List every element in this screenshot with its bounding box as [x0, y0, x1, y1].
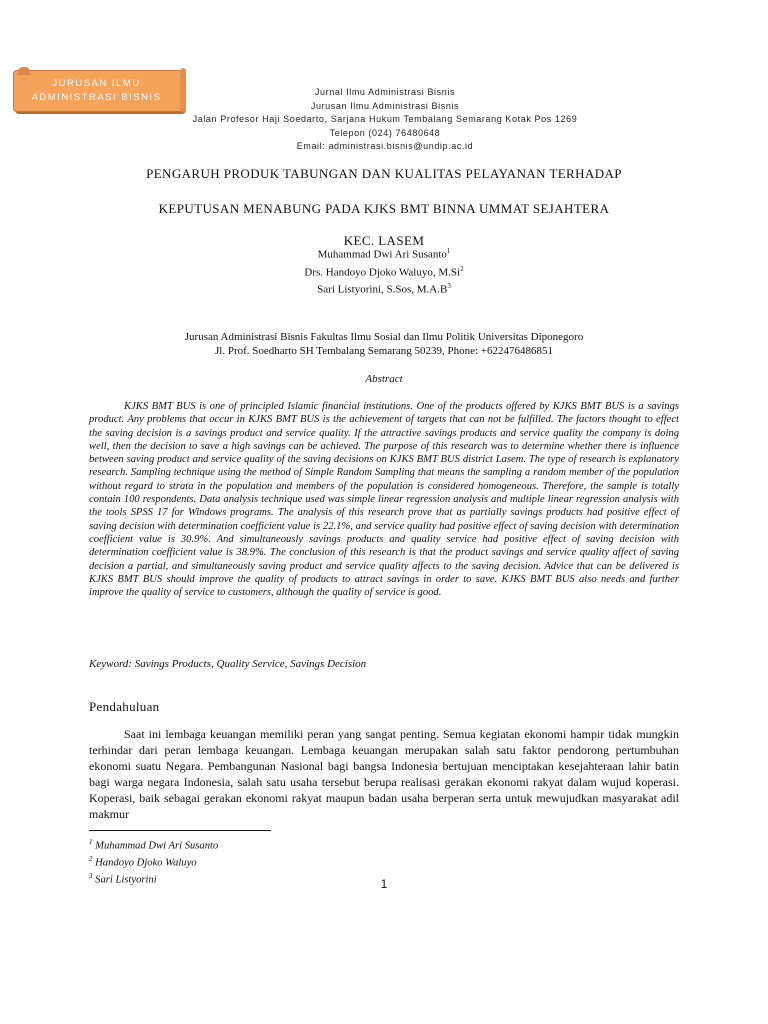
author-3	[0, 279, 768, 297]
author-sup: 3	[447, 282, 451, 291]
affiliation-line-2: Jl. Prof. Soedharto SH Tembalang Semarang 50239, Phone: +622476486851	[215, 345, 553, 357]
abstract-text: KJKS BMT BUS is one of principled Islamic financial institutions. One of the products offered by KJKS BMT BUS is a savings product. Any problems that occur in KJKS BMT BUS is the achievement of targets that can not be fulfilled. The factors thought to effect the saving decision is a savings product and service quality. If the attractive savings products and service quality the company is doing well, then the decision to save a high savings can be achieved. The purpose of this research was to determine whether there is influence between saving product and service quality of the saving decisions on KJKS BMT BUS district Lasem. The type of research is explanatory research. Sampling technique using the method of Simple Random Sampling that means the sampling a random member of the population without regard to strata in the population and members of the population is considered homogeneous. Therefore, the sample is totally contain 100 respondents. Data analysis technique used was simple linear regression analysis and multiple linear regression analysis with the tools SPSS 17 for Windows programs. The analysis of this research prove that as partially savings products had positive effect of saving decision with determination coefficient value is 22.1%, and service quality had positive effect of saving decision with determination coefficient value is 30.9%. And simultaneously savings products and quality service had positive effect of saving decision with determination coefficient value is 38.9%. The conclusion of this research is that the product savings and service quality affect of saving decision a partial, and simultaneously saving product and service quality affects to the saving decision. Advice that can be delivered is KJKS BMT BUS should improve the quality of products to attract savings in order to save. KJKS BMT BUS also needs and further improve the quality of service to customers, although the quality of service is good.	[89, 401, 679, 599]
footnote-text: Muhammad Dwi Ari Susanto	[95, 840, 219, 852]
keywords: Keyword: Savings Products, Quality Service, Savings Decision	[89, 658, 367, 670]
section-heading: Pendahuluan	[89, 699, 160, 714]
footnote-num: 2	[89, 855, 93, 864]
author-1	[0, 244, 768, 262]
section-body: Saat ini lembaga keuangan memiliki peran yang sangat penting. Semua kegiatan ekonomi hampir tidak mungkin terhindar dari peran lembaga keuangan. Lembaga keuangan merupakan salah satu faktor pendorong pertumbuhan ekonomi suatu Negara. Pembangunan Nasional bagi bangsa Indonesia bertujuan menciptakan kesejahteraan lahir batin bagi warga negara Indonesia, salah satu usaha tersebut berupa realisasi gerakan ekonomi rakyat dalam wujud koperasi. Koperasi, baik sebagai gerakan ekonomi rakyat maupun badan usaha berperan serta untuk mewujudkan masyarakat adil makmur	[89, 727, 679, 821]
footnote-3	[89, 870, 489, 887]
footnote-text: Sari Listyorini	[95, 874, 157, 886]
footnotes	[89, 836, 489, 887]
footnote-num: 3	[89, 872, 93, 881]
department-banner-text	[14, 77, 179, 105]
footnote-num: 1	[89, 838, 93, 846]
author-2	[0, 262, 768, 280]
author-name: Drs. Handoyo Djoko Waluyo, M.Si	[304, 266, 461, 279]
author-name: Sari Listyorini, S.Sos, M.A.B	[317, 283, 448, 296]
journal-header	[190, 86, 580, 154]
department-banner	[13, 70, 184, 112]
journal-department: Jurusan Ilmu Administrasi Bisnis	[310, 100, 460, 111]
journal-email: Email: administrasi.bisnis@undip.ac.id	[296, 141, 474, 151]
paper-title-line-1: PENGARUH PRODUK TABUNGAN DAN KUALITAS PELAYANAN TERHADAP	[146, 166, 622, 181]
footnote-1	[89, 836, 489, 853]
affiliation	[0, 330, 768, 358]
banner-line-1: JURUSAN ILMU	[52, 78, 141, 89]
journal-phone: Telepon (024) 76480648	[329, 127, 441, 138]
abstract-heading: Abstract	[365, 373, 403, 385]
author-sup: 1	[446, 247, 451, 255]
footnote-text: Handoyo Djoko Waluyo	[95, 857, 197, 869]
banner-line-2: ADMINISTRASI BISNIS	[31, 92, 162, 103]
page-number: 1	[380, 877, 388, 891]
affiliation-line-1: Jurusan Administrasi Bisnis Fakultas Ilmu Sosial dan Ilmu Politik Universitas Diponegoro	[184, 331, 584, 343]
author-list	[0, 244, 768, 297]
journal-address: Jalan Profesor Haji Soedarto, Sarjana Hukum Tembalang Semarang Kotak Pos 1269	[192, 114, 578, 124]
journal-name: Jurnal Ilmu Administrasi Bisnis	[314, 87, 456, 97]
paper-title-line-2: KEPUTUSAN MENABUNG PADA KJKS BMT BINNA UMMAT SEJAHTERA	[158, 201, 610, 216]
footnote-rule	[89, 830, 271, 831]
footnote-2	[89, 853, 489, 870]
author-sup: 2	[460, 264, 464, 273]
author-name: Muhammad Dwi Ari Susanto	[317, 248, 447, 261]
paper-title-line-3: KEC. LASEM	[343, 233, 425, 248]
